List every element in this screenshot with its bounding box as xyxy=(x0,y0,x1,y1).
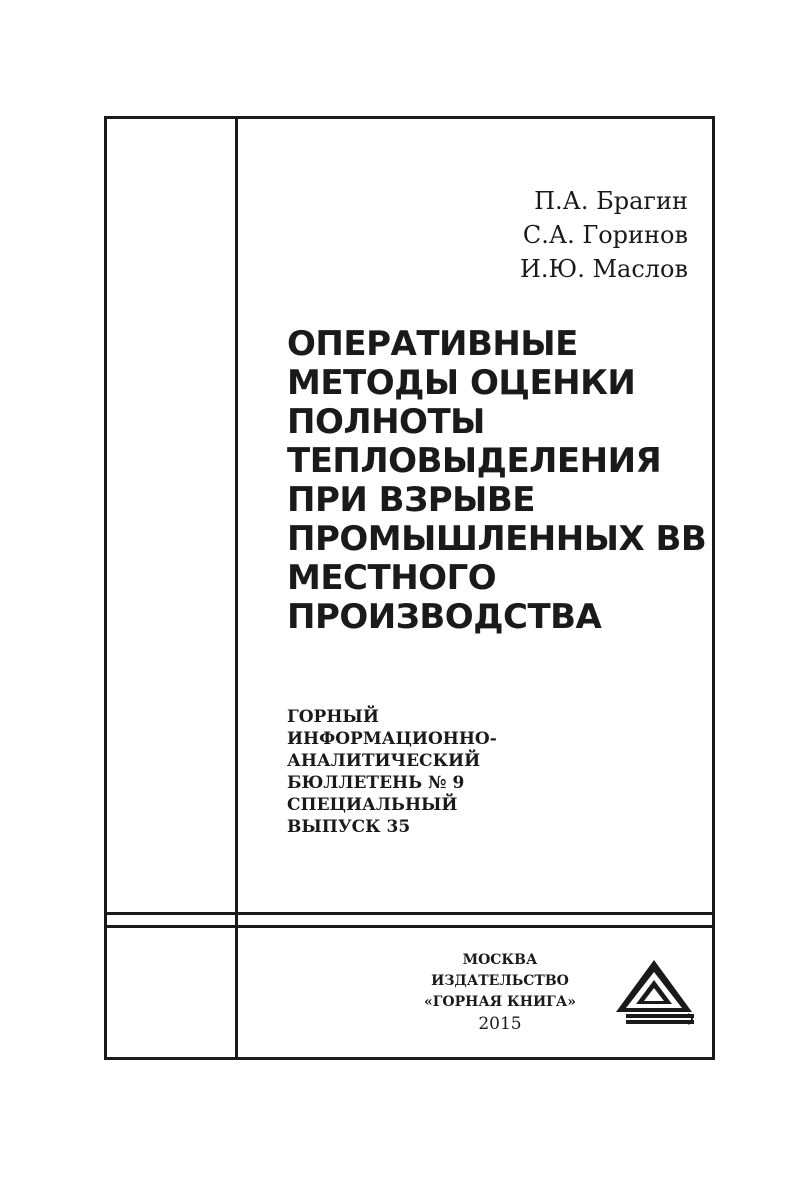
title-line: ПОЛНОТЫ xyxy=(287,402,485,442)
title-line: ТЕПЛОВЫДЕЛЕНИЯ xyxy=(287,441,662,481)
publisher-block xyxy=(397,950,603,1035)
title-line: ПРИ ВЗРЫВЕ xyxy=(287,480,536,520)
publisher-label: ИЗДАТЕЛЬСТВО xyxy=(431,973,569,989)
frame-vertical-divider xyxy=(235,116,238,1060)
series-block xyxy=(287,706,497,838)
series-line: ИНФОРМАЦИОННО- xyxy=(287,729,497,749)
series-line: СПЕЦИАЛЬНЫЙ xyxy=(287,795,458,815)
title-line: ОПЕРАТИВНЫЕ xyxy=(287,324,578,364)
author-name: С.А. Горинов xyxy=(522,221,688,249)
publisher-city: МОСКВА xyxy=(462,952,538,968)
title-line: ПРОМЫШЛЕННЫХ ВВ xyxy=(287,519,707,559)
book-title xyxy=(287,325,707,637)
series-line: БЮЛЛЕТЕНЬ № 9 xyxy=(287,773,465,793)
series-line: ВЫПУСК 35 xyxy=(287,817,411,837)
triangle-book-logo-icon xyxy=(612,958,696,1026)
author-name: П.А. Брагин xyxy=(534,187,688,215)
publisher-name: «ГОРНАЯ КНИГА» xyxy=(424,994,576,1010)
authors-block xyxy=(520,184,688,286)
title-line: ПРОИЗВОДСТВА xyxy=(287,597,602,637)
author-name: И.Ю. Маслов xyxy=(520,255,688,283)
title-line: МЕСТНОГО xyxy=(287,558,497,598)
publication-year: 2015 xyxy=(478,1014,522,1034)
series-line: АНАЛИТИЧЕСКИЙ xyxy=(287,751,481,771)
series-line: ГОРНЫЙ xyxy=(287,707,379,727)
frame-horizontal-divider-top xyxy=(104,912,715,915)
frame-horizontal-divider-bottom xyxy=(104,925,715,928)
title-line: МЕТОДЫ ОЦЕНКИ xyxy=(287,363,636,403)
